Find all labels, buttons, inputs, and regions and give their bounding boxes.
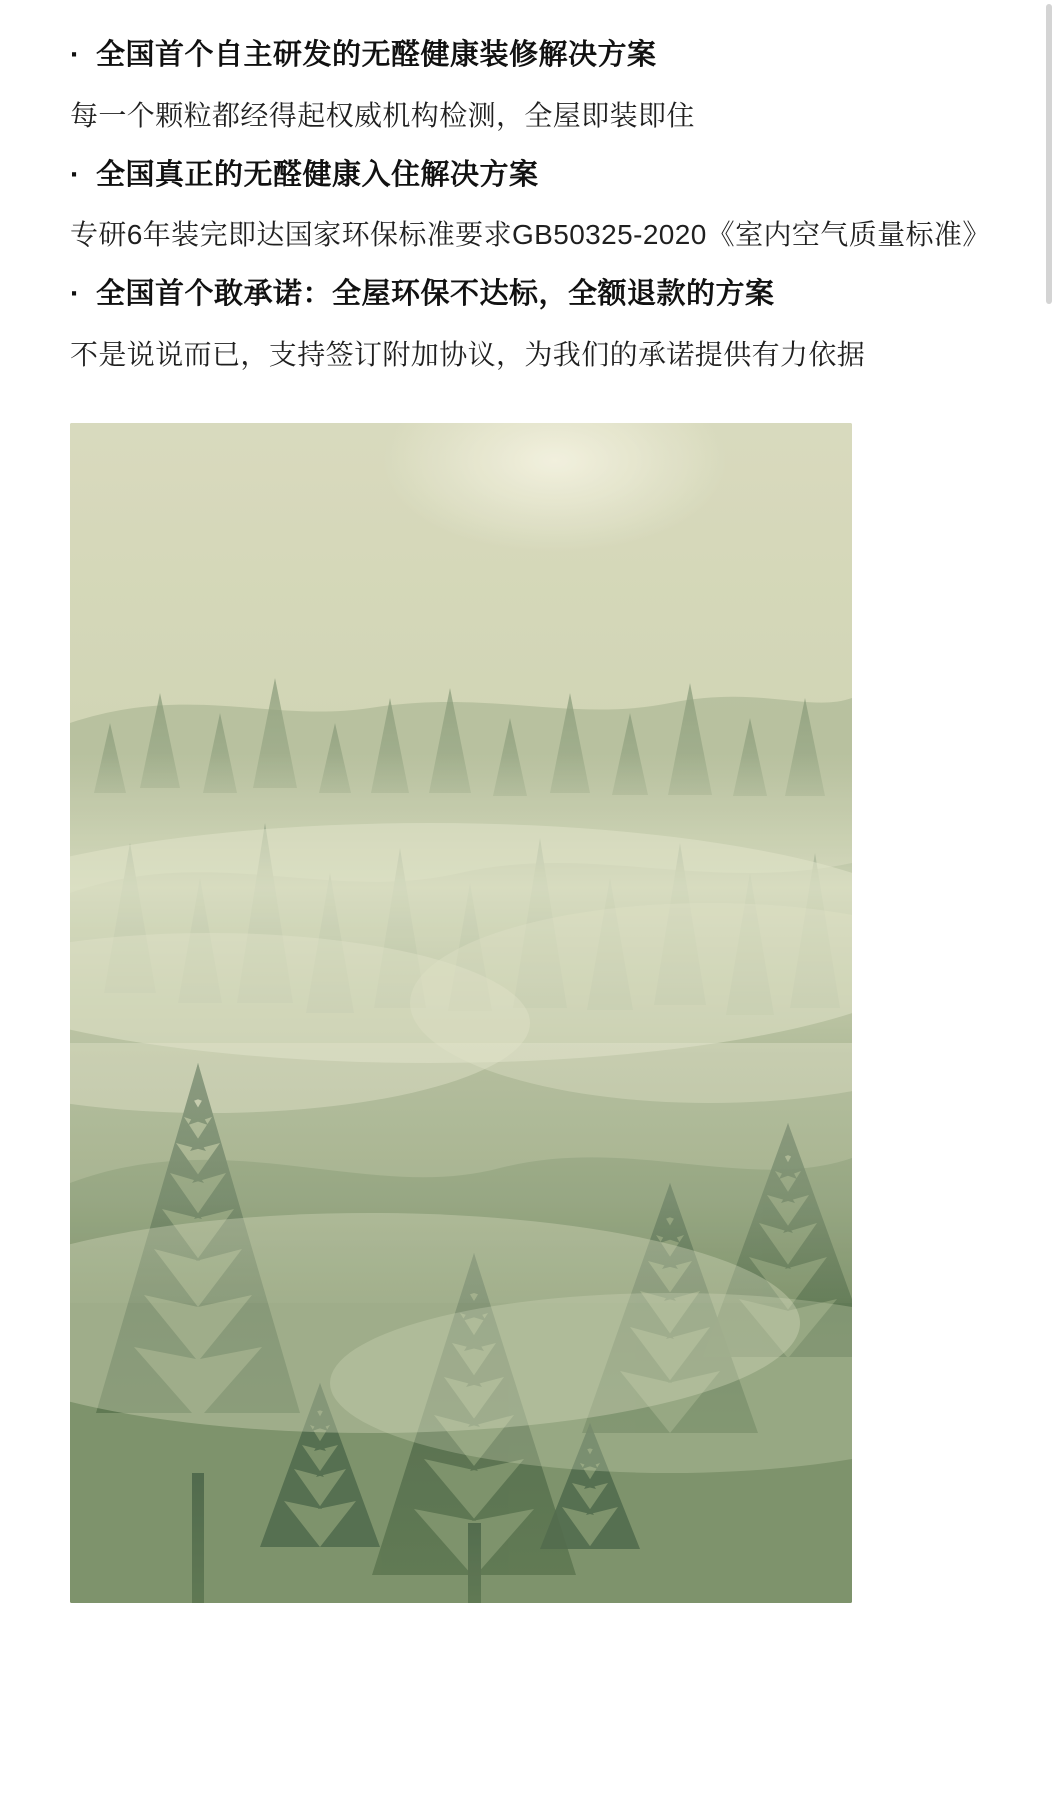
bullet-heading-2-text: 全国真正的无醛健康入住解决方案 (96, 158, 539, 191)
bullet-heading-1 (70, 34, 984, 78)
bullet-dot-icon: · (70, 278, 81, 311)
body-paragraph-3: 不是说说而已，支持签订附加协议，为我们的承诺提供有力依据 (70, 338, 866, 370)
page-scrollbar[interactable] (1044, 0, 1054, 1812)
bullet-heading-2 (70, 154, 984, 198)
bullet-dot-icon: · (70, 39, 81, 71)
forest-photo-graphic (70, 423, 852, 1603)
bullet-heading-1-text: 全国首个自主研发的无醛健康装修解决方案 (96, 39, 657, 71)
body-paragraph-1: 每一个颗粒都经得起权威机构检测，全屋即装即住 (70, 99, 695, 131)
bullet-heading-3-text: 全国首个敢承诺：全屋环保不达标，全额退款的方案 (96, 278, 775, 311)
bullet-dot-icon: · (70, 158, 81, 191)
page-scrollbar-thumb[interactable] (1046, 4, 1052, 304)
body-paragraph-2: 专研6年装完即达国家环保标准要求GB50325-2020《室内空气质量标准》 (70, 219, 991, 251)
forest-photo (70, 423, 852, 1603)
bullet-heading-3 (70, 273, 984, 317)
article-content (0, 0, 1054, 379)
